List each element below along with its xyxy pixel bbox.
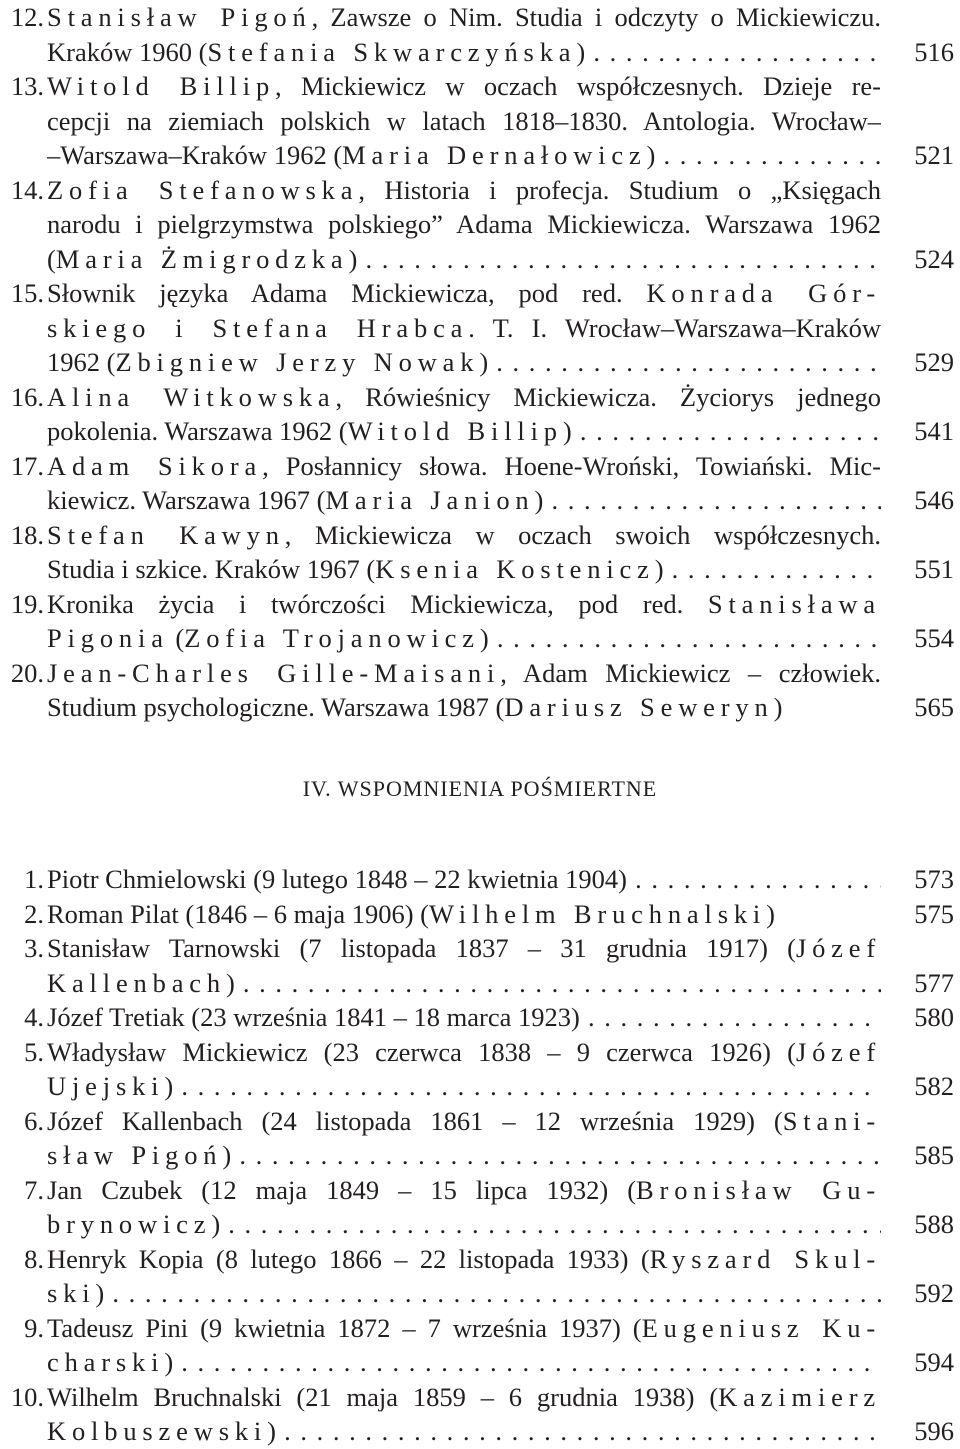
entry-text (47, 35, 881, 70)
entry-text-segment: , Zawsze o Nim. Studia i odczyty o Mickiewiczu. (311, 2, 881, 32)
entry-text-segment: ) (164, 1071, 174, 1101)
entry-text (47, 518, 881, 553)
toc-entry (0, 173, 960, 277)
toc-entry (0, 656, 960, 725)
toc-entry-line (0, 1000, 960, 1035)
entry-number: 7. (24, 1174, 44, 1205)
entry-text (47, 1380, 881, 1415)
entry-text (47, 897, 881, 932)
entry-text (47, 1207, 881, 1242)
entry-number: 9. (24, 1312, 44, 1343)
entry-page-number: 582 (914, 1071, 954, 1101)
entry-text-segment: ) (225, 967, 235, 998)
entry-text-segment: Józef Tretiak (23 września 1841 – 18 marca 1923) (47, 1002, 580, 1032)
entry-page-number: 594 (914, 1347, 954, 1377)
entry-text (47, 656, 881, 691)
toc-entry-line (0, 138, 960, 173)
toc-entry-line (0, 1104, 960, 1139)
entry-author-name: Jean-Charles Gille-Maisani (47, 657, 501, 688)
entry-author-name: ski (47, 1278, 96, 1308)
entry-text (47, 1104, 881, 1139)
toc-entry-line (0, 1242, 960, 1277)
toc-entry-line (0, 1380, 960, 1415)
entry-author-name: Eugeniusz Ku- (641, 1312, 881, 1343)
entry-text-segment: ) (479, 623, 489, 653)
entry-text-segment: ) (479, 347, 489, 377)
entry-number: 3. (24, 933, 44, 963)
entry-text-segment: kiewicz. Warszawa 1967 ( (47, 485, 326, 515)
entry-text-segment: Studium psychologiczne. Warszawa 1987 ( (47, 692, 505, 722)
toc-entry-line (0, 449, 960, 484)
entry-text-segment: Kraków 1960 ( (47, 36, 208, 67)
entry-author-name: Konrada Gór- (646, 278, 881, 308)
entry-text (47, 966, 881, 1001)
entry-text-segment: ) (562, 416, 572, 446)
entry-text (47, 1276, 881, 1311)
entry-author-name: Alina Witkowska (47, 381, 336, 412)
entry-page-number: 521 (914, 140, 954, 170)
entry-text (47, 276, 881, 311)
entry-number: 13. (10, 71, 44, 101)
toc-entry (0, 69, 960, 173)
entry-author-name: Dariusz Seweryn (504, 692, 774, 722)
entry-page-number: 575 (914, 898, 954, 929)
entry-number: 12. (10, 2, 44, 32)
entry-page-number: 554 (914, 623, 954, 653)
entry-author-name: charski (47, 1347, 165, 1377)
toc-entry-line (0, 1414, 960, 1449)
entry-text-segment: ) (646, 140, 656, 170)
toc-entry-line (0, 656, 960, 691)
entry-number: 15. (10, 278, 44, 308)
toc-entry (0, 1311, 960, 1380)
entry-author-name: Stani- (782, 1105, 881, 1136)
toc-entry-line (0, 483, 960, 518)
entry-text (47, 242, 881, 277)
entry-text (47, 690, 881, 725)
entry-page-number: 541 (914, 416, 954, 446)
toc-entry-line (0, 242, 960, 277)
entry-author-name: Józef (795, 933, 881, 963)
entry-text (47, 1242, 881, 1277)
toc-entry (0, 1000, 960, 1035)
entry-text-segment: Studia i szkice. Kraków 1967 ( (47, 554, 376, 584)
entry-text-segment: Kronika życia i twórczości Mickiewicza, pod red. (47, 588, 708, 619)
entry-author-name: sław Pigoń (47, 1140, 223, 1170)
entry-text (47, 414, 881, 449)
entry-author-name: Stefania Skwarczyńska (207, 36, 577, 67)
entry-text-segment: ) (164, 1347, 174, 1377)
toc-entry (0, 518, 960, 587)
entry-text-segment: Jan Czubek (12 maja 1849 – 15 lipca 1932) ( (47, 1174, 637, 1205)
toc-entry (0, 380, 960, 449)
entry-text (47, 138, 881, 173)
toc-entry-line (0, 1069, 960, 1104)
entry-author-name: Ryszard Skul- (649, 1243, 881, 1274)
toc-entry-line (0, 104, 960, 139)
entry-number: 19. (10, 588, 44, 619)
toc-entry-line (0, 207, 960, 242)
entry-author-name: Ksenia Kostenicz (375, 554, 655, 584)
entry-text (47, 1311, 881, 1346)
toc-entry-line (0, 69, 960, 104)
entry-page-number: 580 (914, 1002, 954, 1032)
entry-text (47, 0, 881, 35)
entry-page-number: 516 (914, 36, 954, 67)
toc-entry (0, 449, 960, 518)
entry-page-number: 577 (914, 967, 954, 998)
toc-entry-line (0, 1138, 960, 1173)
entry-text-segment: Stanisław Tarnowski (7 listopada 1837 – 31 grudnia 1917) ( (47, 933, 796, 963)
entry-text-segment: , Rówieśnicy Mickiewicza. Życiorys jednego (335, 381, 881, 412)
entry-number: 4. (24, 1002, 44, 1032)
entry-text (47, 552, 881, 587)
toc-entry-line (0, 414, 960, 449)
entry-text (47, 931, 881, 966)
entry-author-name: Adam Sikora (47, 450, 263, 481)
entry-page-number: 596 (914, 1416, 954, 1446)
entry-number: 16. (10, 381, 44, 412)
entry-number: 5. (24, 1036, 44, 1067)
entry-author-name: Zbigniew Jerzy Nowak (115, 347, 480, 377)
toc-entry-line (0, 35, 960, 70)
entry-number: 2. (24, 898, 44, 929)
entry-text (47, 862, 881, 897)
entry-page-number: 529 (914, 347, 954, 377)
entry-page-number: 585 (914, 1140, 954, 1170)
toc-entry-line (0, 621, 960, 656)
entry-number: 18. (10, 519, 44, 550)
entry-text (47, 104, 881, 139)
entry-author-name: Maria Żmigrodzka (55, 243, 349, 274)
toc-entry (0, 1035, 960, 1104)
entry-author-name: Wilhelm Bruchnalski (429, 898, 767, 929)
entry-text-segment: narodu i pielgrzymstwa polskiego” Adama Mickiewicza. Warszawa 1962 (47, 209, 881, 239)
entry-text (47, 1000, 881, 1035)
entry-author-name: Stanisław Pigoń (47, 2, 312, 32)
entry-text (47, 345, 881, 380)
toc-entry-line (0, 1345, 960, 1380)
entry-text (47, 207, 881, 242)
toc-entry-line (0, 380, 960, 415)
entry-text-segment: ) (773, 692, 783, 722)
toc-entry-line (0, 345, 960, 380)
entry-text (47, 587, 881, 622)
toc-entry (0, 1242, 960, 1311)
toc-entry-line (0, 862, 960, 897)
entry-text-segment: ( (168, 623, 185, 653)
entry-text-segment: Piotr Chmielowski (9 lutego 1848 – 22 kwietnia 1904) (47, 864, 628, 894)
entry-author-name: Józef (795, 1036, 881, 1067)
entry-text-segment: Henryk Kopia (8 lutego 1866 – 22 listopada 1933) ( (47, 1243, 650, 1274)
toc-entry-line (0, 311, 960, 346)
entry-number: 8. (24, 1243, 44, 1274)
entry-text-segment: ( (47, 243, 56, 274)
entry-text-segment: ) (766, 898, 775, 929)
entry-number: 17. (10, 450, 44, 481)
entry-text-segment: , Historia i profecja. Studium o „Księgach (358, 174, 881, 205)
entry-text (47, 483, 881, 518)
toc-entry-line (0, 966, 960, 1001)
toc-entry-line (0, 1035, 960, 1070)
entry-author-name: Zofia Trojanowicz (184, 623, 480, 653)
entry-text-segment: , Mickiewicz w oczach współczesnych. Dzieje re- (275, 71, 881, 101)
entry-number: 10. (10, 1381, 44, 1412)
entry-text-segment: Józef Kallenbach (24 listopada 1861 – 12 września 1929) ( (47, 1105, 783, 1136)
entry-text (47, 621, 881, 656)
entry-text-segment: Roman Pilat (1846 – 6 maja 1906) ( (47, 898, 429, 929)
toc-entry (0, 587, 960, 656)
entry-page-number: 565 (914, 692, 954, 722)
toc-entry (0, 1380, 960, 1449)
toc-entry (0, 1173, 960, 1242)
entry-author-name: Bronisław Gu- (636, 1174, 881, 1205)
toc-entry-line (0, 173, 960, 208)
entry-author-name: Kallenbach (47, 967, 226, 998)
toc-entry-line (0, 1207, 960, 1242)
entry-text-segment: ) (95, 1278, 105, 1308)
toc-entry-line (0, 1276, 960, 1311)
toc-entry-line (0, 0, 960, 35)
entry-text-segment: ) (534, 485, 544, 515)
entry-text-segment: ) (222, 1140, 232, 1170)
entry-text (47, 1069, 881, 1104)
entry-number: 6. (24, 1105, 44, 1136)
entry-author-name: Stefan Kawyn (47, 519, 285, 550)
entry-text-segment: , Adam Mickiewicz – człowiek. (500, 657, 881, 688)
entry-author-name: skiego i Stefana Hrabca (47, 312, 469, 343)
entry-text (47, 1035, 881, 1070)
entry-text-segment: Słownik języka Adama Mickiewicza, pod red. (47, 278, 647, 308)
toc-entry-line (0, 587, 960, 622)
entry-text (47, 1173, 881, 1208)
entry-text (47, 1414, 881, 1449)
entry-author-name: Kazimierz (718, 1381, 881, 1412)
entry-author-name: Maria Janion (325, 485, 535, 515)
entry-page-number: 546 (914, 485, 954, 515)
entry-text-segment: pokolenia. Warszawa 1962 ( (47, 416, 348, 446)
toc-entry-line (0, 690, 960, 725)
entry-number: 14. (10, 174, 44, 205)
toc-entry-line (0, 552, 960, 587)
entry-page-number: 524 (914, 243, 954, 274)
entry-text (47, 380, 881, 415)
entry-text-segment: , Mickiewicza w oczach swoich współczesnych. (284, 519, 881, 550)
entry-number: 1. (24, 864, 44, 894)
entry-text-segment: ) (267, 1416, 276, 1446)
toc-entry (0, 931, 960, 1000)
entry-number: 20. (10, 657, 44, 688)
entry-author-name: Pigonia (47, 623, 169, 653)
toc-entry-line (0, 276, 960, 311)
entry-author-name: Witold Billip (47, 71, 276, 101)
entry-text-segment: ) (348, 243, 358, 274)
entry-text-segment: Tadeusz Pini (9 kwietnia 1872 – 7 września 1937) ( (47, 1312, 642, 1343)
entry-author-name: Zofia Stefanowska (47, 174, 359, 205)
entry-text-segment: . T. I. Wrocław–Warszawa–Kraków (468, 312, 881, 343)
entry-text (47, 449, 881, 484)
entry-text-segment: Wilhelm Bruchnalski (21 maja 1859 – 6 grudnia 1938) ( (47, 1381, 719, 1412)
entry-author-name: Ujejski (47, 1071, 165, 1101)
toc-entry (0, 0, 960, 69)
entry-author-name: brynowicz (47, 1209, 212, 1239)
toc-entry-line (0, 1173, 960, 1208)
toc-entry (0, 897, 960, 932)
section-heading: IV. WSPOMNIENIA POŚMIERTNE (302, 776, 658, 801)
entry-text-segment: ) (576, 36, 586, 67)
entry-text-segment: , Posłannicy słowa. Hoene-Wroński, Towiański. Mic- (262, 450, 881, 481)
toc-entry-line (0, 931, 960, 966)
toc-entry-line (0, 897, 960, 932)
entry-author-name: Witold Billip (347, 416, 563, 446)
entry-page-number: 588 (914, 1209, 954, 1239)
entry-page-number: 592 (914, 1278, 954, 1308)
entry-text (47, 1138, 881, 1173)
entry-author-name: Stanisława (707, 588, 881, 619)
entry-text (47, 173, 881, 208)
toc-entry (0, 1104, 960, 1173)
entry-author-name: Kolbuszewski (47, 1416, 268, 1446)
toc-entry-line (0, 518, 960, 553)
entry-page-number: 573 (914, 864, 954, 894)
toc-entry-line (0, 1311, 960, 1346)
entry-text-segment: 1962 ( (47, 347, 116, 377)
entry-text-segment: –Warszawa–Kraków 1962 ( (47, 140, 343, 170)
entry-text-segment: Władysław Mickiewicz (23 czerwca 1838 – 9 czerwca 1926) ( (47, 1036, 796, 1067)
entry-text (47, 311, 881, 346)
toc-entry (0, 276, 960, 380)
entry-page-number: 551 (914, 554, 954, 584)
entry-text (47, 1345, 881, 1380)
entry-text (47, 69, 881, 104)
entry-author-name: Maria Dernałowicz (342, 140, 647, 170)
entry-text-segment: ) (211, 1209, 221, 1239)
entry-text-segment: cepcji na ziemiach polskich w latach 1818–1830. Antologia. Wrocław– (47, 105, 881, 136)
entry-text-segment: ) (654, 554, 664, 584)
toc-entry (0, 862, 960, 897)
